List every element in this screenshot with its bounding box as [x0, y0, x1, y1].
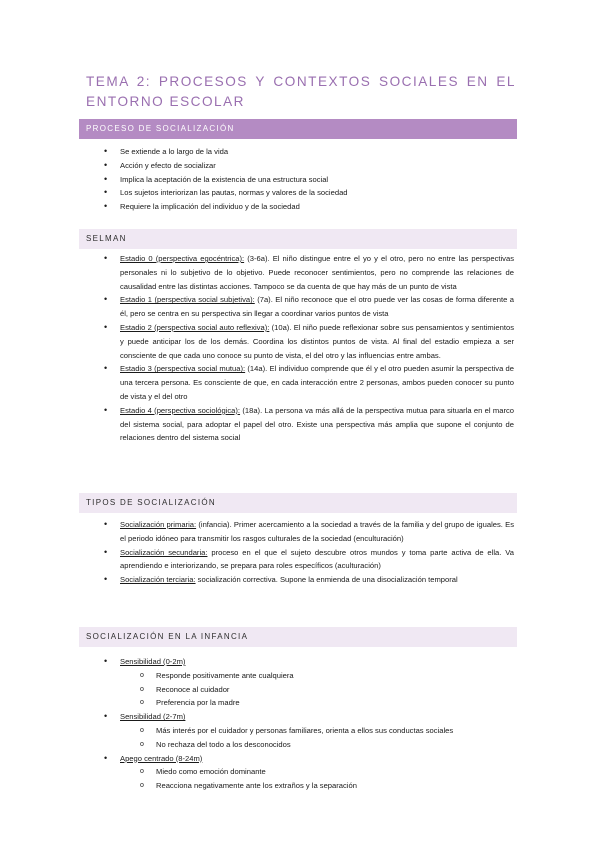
list-item	[104, 573, 514, 587]
list-item	[104, 321, 514, 362]
section-heading-proceso: PROCESO DE SOCIALIZACIÓN	[79, 119, 517, 139]
term: Socialización terciaria:	[120, 575, 196, 585]
list-item: • Requiere la implicación del individuo y de la sociedad	[104, 200, 514, 214]
definition: (18a). La persona va más allá de la perspectiva mutua para situarla en el marco del sistema social, para adoptar el papel del otro. Existe una perspectiva más amplia que supone el conjunto de relaciones dentro del sistema social	[120, 405, 514, 443]
definition: (14a). El individuo comprende que él y el otro pueden asumir la perspectiva de una tercera persona. Es consciente de que, en cada interacción entre 2 personas, ambos pueden conocer su punto de vista y el del otro	[120, 364, 515, 401]
definition: (3-6a). El niño distingue entre el yo y el otro, pero no entre las perspectivas personales ni lo subjetivo de lo objetivo. Puede reconocer sentimientos, pero no comprende las relaciones de causalidad entre las distintas acciones. Tampoco se da cuenta de que hay más de un punto de vista	[120, 254, 514, 291]
sub-list	[120, 724, 514, 752]
sub-item: o Reconoce al cuidador	[120, 683, 514, 697]
section-heading-selman: SELMAN	[79, 229, 517, 249]
selman-list	[104, 252, 514, 445]
list-item	[104, 546, 514, 574]
term: Estadio 3 (perspectiva social mutua):	[120, 364, 246, 374]
sub-item: o No rechaza del todo a los desconocidos	[120, 738, 514, 752]
proceso-list	[104, 145, 514, 214]
list-item: • Acción y efecto de socializar	[104, 159, 514, 173]
list-item	[104, 655, 514, 710]
document-title: TEMA 2: PROCESOS Y CONTEXTOS SOCIALES EN EL ENTORNO ESCOLAR	[86, 74, 516, 109]
list-item: • Implica la aceptación de la existencia de una estructura social	[104, 173, 514, 187]
sub-item: o Reacciona negativamente ante los extraños y la separación	[120, 779, 514, 793]
term: Apego centrado (8-24m)	[120, 753, 203, 763]
list-item	[104, 362, 514, 403]
definition: socialización correctiva. Supone la enmienda de una disocialización temporal	[195, 575, 458, 585]
list-item	[104, 752, 514, 793]
term: Sensibilidad (0-2m)	[120, 657, 186, 666]
term: Estadio 4 (perspectiva sociológica):	[120, 405, 241, 415]
infancia-list	[104, 655, 514, 793]
list-item	[104, 252, 514, 293]
term: Estadio 2 (perspectiva social auto reflexiva):	[120, 322, 270, 332]
definition: (infancia). Primer acercamiento a la sociedad a través de la familia y del grupo de iguales. Es el periodo idóneo para transmitir los rasgos culturales de la sociedad (enculturación)	[120, 520, 514, 543]
sub-list	[120, 669, 514, 710]
definition: (10a). El niño puede reflexionar sobre sus pensamientos y sentimientos y puede anticipar los de los demás. Coordina los distintos puntos de vista. Al final del estadio empieza a ser consciente de que cada uno conoce su punto de vista, el del otro y las influencias entre ambas.	[120, 322, 514, 360]
definition: proceso en el que el sujeto descubre otros mundos y toma parte activa de ella. Va aprendiendo e interiorizando, se prepara para roles específicos (aculturación)	[120, 547, 514, 571]
list-item: • Los sujetos interiorizan las pautas, normas y valores de la sociedad	[104, 186, 514, 200]
list-item	[104, 518, 514, 546]
sub-item: o Miedo como emoción dominante	[120, 765, 514, 779]
term: Sensibilidad (2-7m)	[120, 712, 186, 722]
term: Socialización primaria:	[120, 520, 197, 529]
term: Estadio 0 (perspectiva egocéntrica):	[120, 254, 245, 263]
tipos-list	[104, 518, 514, 587]
sub-item: o Más interés por el cuidador y personas familiares, orienta a ellos sus conductas sociales	[120, 724, 514, 738]
list-item	[104, 293, 514, 321]
definition: (7a). El niño reconoce que el otro puede ver las cosas de forma diferente a él, pero se centra en su perspectiva sin llegar a coordinar varios puntos de vista	[120, 295, 514, 319]
list-item	[104, 404, 514, 445]
sub-item: o Preferencia por la madre	[120, 696, 514, 710]
sub-list	[120, 765, 514, 793]
term: Estadio 1 (perspectiva social subjetiva):	[120, 295, 255, 305]
term: Socialización secundaria:	[120, 547, 208, 557]
list-item: • Se extiende a lo largo de la vida	[104, 145, 514, 159]
list-item	[104, 710, 514, 751]
section-heading-tipos: TIPOS DE SOCIALIZACIÓN	[79, 493, 517, 513]
sub-item: o Responde positivamente ante cualquiera	[120, 669, 514, 683]
section-heading-infancia: SOCIALIZACIÓN EN LA INFANCIA	[79, 627, 517, 647]
